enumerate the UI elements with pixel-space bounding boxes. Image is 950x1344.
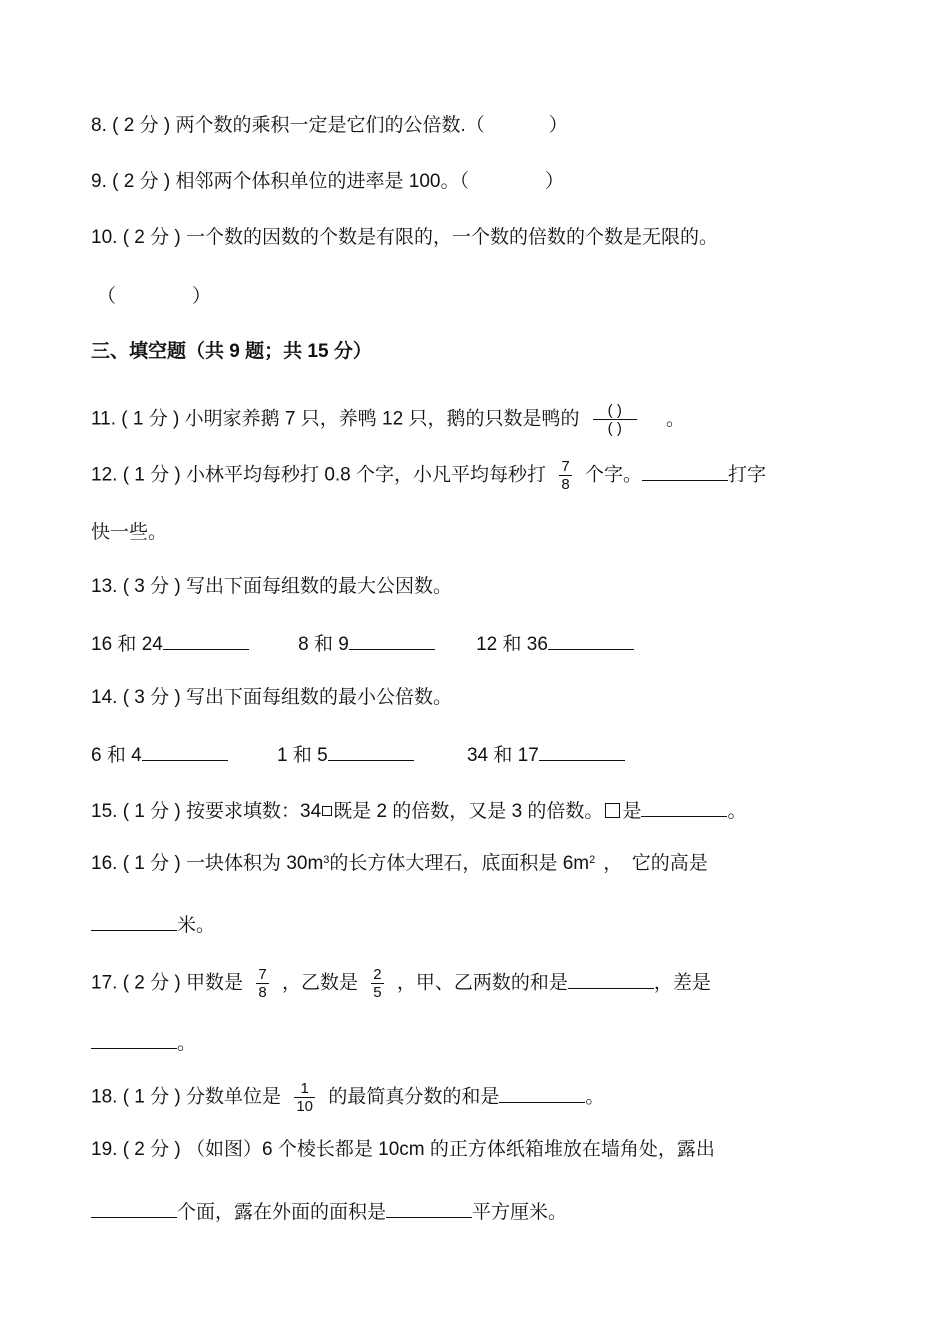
question-17-cont bbox=[91, 1028, 196, 1057]
question-text-3: ， 它的高是 bbox=[603, 853, 708, 874]
question-text-2: 的最简真分数的和是 bbox=[328, 1086, 500, 1108]
answer-blank[interactable] bbox=[142, 740, 228, 761]
question-16-cont bbox=[91, 910, 215, 939]
paren-close: ） bbox=[548, 115, 568, 136]
question-score: ( 1 分 ) bbox=[122, 801, 181, 822]
fraction bbox=[559, 458, 571, 493]
question-text-4: ，差是 bbox=[653, 972, 711, 994]
question-score: ( 2 分 ) bbox=[122, 972, 181, 994]
answer-blank[interactable] bbox=[499, 1082, 585, 1103]
question-score: ( 2 分 ) bbox=[122, 1139, 181, 1160]
box-icon bbox=[322, 806, 332, 816]
question-number: 17. bbox=[91, 972, 118, 994]
question-13-items bbox=[91, 629, 634, 658]
box-icon bbox=[605, 803, 620, 818]
answer-blank[interactable] bbox=[163, 629, 249, 650]
answer-blank[interactable] bbox=[641, 796, 727, 817]
item-c: 34 和 17 bbox=[466, 745, 539, 766]
question-score: ( 3 分 ) bbox=[122, 576, 181, 597]
fraction-denominator: 10 bbox=[296, 1098, 314, 1115]
fraction-answer[interactable] bbox=[593, 402, 637, 437]
question-text: 一个数的因数的个数是有限的，一个数的倍数的个数是无限的。 bbox=[186, 227, 719, 248]
question-11 bbox=[91, 402, 685, 437]
unit: 米。 bbox=[177, 915, 216, 936]
question-number: 11. bbox=[91, 408, 117, 430]
fraction bbox=[256, 966, 268, 1001]
period: 。 bbox=[727, 801, 747, 822]
fraction bbox=[294, 1080, 315, 1115]
question-score: ( 3 分 ) bbox=[122, 687, 181, 708]
question-number: 12. bbox=[91, 464, 118, 486]
question-text: 两个数的乘积一定是它们的公倍数.（ bbox=[175, 115, 485, 136]
paren-close: ） bbox=[192, 286, 212, 307]
question-10 bbox=[91, 225, 718, 251]
question-12 bbox=[91, 458, 766, 493]
question-text: （如图）6 个棱长都是 10cm 的正方体纸箱堆放在墙角处，露出 bbox=[186, 1139, 715, 1160]
question-text: 小明家养鹅 7 只，养鸭 12 只，鹅的只数是鸭的 bbox=[184, 408, 580, 430]
fraction-numerator: 7 bbox=[561, 458, 570, 475]
question-text: 写出下面每组数的最小公倍数。 bbox=[186, 687, 453, 708]
fraction-numerator: 2 bbox=[373, 966, 382, 983]
question-score: ( 1 分 ) bbox=[122, 853, 181, 874]
question-10-answer bbox=[97, 284, 211, 310]
answer-blank[interactable] bbox=[349, 629, 435, 650]
answer-blank[interactable] bbox=[548, 629, 634, 650]
question-text-2: 的长方体大理石，底面积是 6m bbox=[329, 853, 590, 874]
question-text-2: 既是 2 的倍数，又是 3 的倍数。 bbox=[333, 801, 604, 822]
question-8 bbox=[91, 113, 568, 139]
item-a: 16 和 24 bbox=[91, 634, 163, 655]
question-number: 10. bbox=[91, 227, 118, 248]
question-text: 相邻两个体积单位的进率是 100。（ bbox=[175, 171, 469, 192]
period: 。 bbox=[666, 408, 686, 430]
question-text: 甲数是 bbox=[186, 972, 244, 994]
question-19-cont bbox=[91, 1197, 567, 1226]
question-number: 16. bbox=[91, 853, 118, 874]
fraction-denominator: 8 bbox=[258, 984, 267, 1001]
fraction bbox=[371, 966, 383, 1001]
answer-blank[interactable] bbox=[91, 1197, 177, 1218]
answer-blank[interactable] bbox=[642, 460, 728, 481]
question-text-3: 平方厘米。 bbox=[472, 1202, 568, 1223]
fraction-numerator: 7 bbox=[258, 966, 267, 983]
answer-blank[interactable] bbox=[91, 1028, 177, 1049]
fraction-numerator: 1 bbox=[300, 1080, 309, 1097]
question-9 bbox=[91, 169, 564, 195]
item-c: 12 和 36 bbox=[476, 634, 548, 655]
question-number: 18. bbox=[91, 1086, 118, 1108]
section-title: 三、填空题（共 9 题；共 15 分） bbox=[91, 341, 372, 362]
answer-blank[interactable] bbox=[91, 910, 177, 931]
period: 。 bbox=[177, 1033, 197, 1054]
question-number: 8. bbox=[91, 115, 107, 136]
answer-blank[interactable] bbox=[568, 968, 654, 989]
fraction-denominator: 8 bbox=[561, 476, 570, 493]
question-score: ( 1 分 ) bbox=[121, 408, 180, 430]
question-12-cont: 快一些。 bbox=[91, 522, 168, 543]
answer-blank[interactable] bbox=[328, 740, 414, 761]
paren-close: ） bbox=[544, 171, 564, 192]
question-score: ( 1 分 ) bbox=[122, 464, 181, 486]
question-score: ( 2 分 ) bbox=[112, 115, 171, 136]
question-text-3: 是 bbox=[622, 801, 642, 822]
question-14-items bbox=[91, 740, 625, 769]
item-a: 6 和 4 bbox=[91, 745, 142, 766]
question-text: 分数单位是 bbox=[186, 1086, 282, 1108]
question-number: 14. bbox=[91, 687, 118, 708]
question-text: 一块体积为 30m bbox=[186, 853, 324, 874]
question-number: 13. bbox=[91, 576, 118, 597]
item-b: 8 和 9 bbox=[298, 634, 349, 655]
question-13 bbox=[91, 574, 452, 600]
question-19 bbox=[91, 1137, 715, 1163]
question-text-2: ，乙数是 bbox=[281, 972, 358, 994]
superscript: 3 bbox=[323, 854, 330, 866]
question-14 bbox=[91, 685, 452, 711]
question-number: 19. bbox=[91, 1139, 118, 1160]
superscript: 2 bbox=[589, 854, 596, 866]
question-text: 按要求填数：34 bbox=[186, 801, 322, 822]
fraction-numerator: ( ) bbox=[607, 402, 622, 419]
question-18 bbox=[91, 1080, 604, 1115]
question-16 bbox=[91, 851, 708, 877]
paren-open: （ bbox=[97, 286, 117, 307]
answer-blank[interactable] bbox=[539, 740, 625, 761]
question-text-3: ，甲、乙两数的和是 bbox=[396, 972, 568, 994]
fraction-denominator: ( ) bbox=[593, 419, 637, 437]
question-text-2: 个面，露在外面的面积是 bbox=[177, 1202, 387, 1223]
question-score: ( 2 分 ) bbox=[122, 227, 181, 248]
question-text: 写出下面每组数的最大公因数。 bbox=[186, 576, 453, 597]
question-text-3: 打字 bbox=[727, 464, 766, 486]
question-score: ( 2 分 ) bbox=[112, 171, 171, 192]
question-number: 9. bbox=[91, 171, 107, 192]
period: 。 bbox=[585, 1086, 605, 1108]
question-text-2: 个字。 bbox=[584, 464, 642, 486]
question-text: 小林平均每秒打 0.8 个字，小凡平均每秒打 bbox=[186, 464, 547, 486]
question-17 bbox=[91, 966, 711, 1001]
fraction-denominator: 5 bbox=[373, 984, 382, 1001]
question-15 bbox=[91, 796, 746, 825]
item-b: 1 和 5 bbox=[276, 745, 328, 766]
answer-blank[interactable] bbox=[386, 1197, 472, 1218]
question-score: ( 1 分 ) bbox=[122, 1086, 181, 1108]
question-number: 15. bbox=[91, 801, 118, 822]
